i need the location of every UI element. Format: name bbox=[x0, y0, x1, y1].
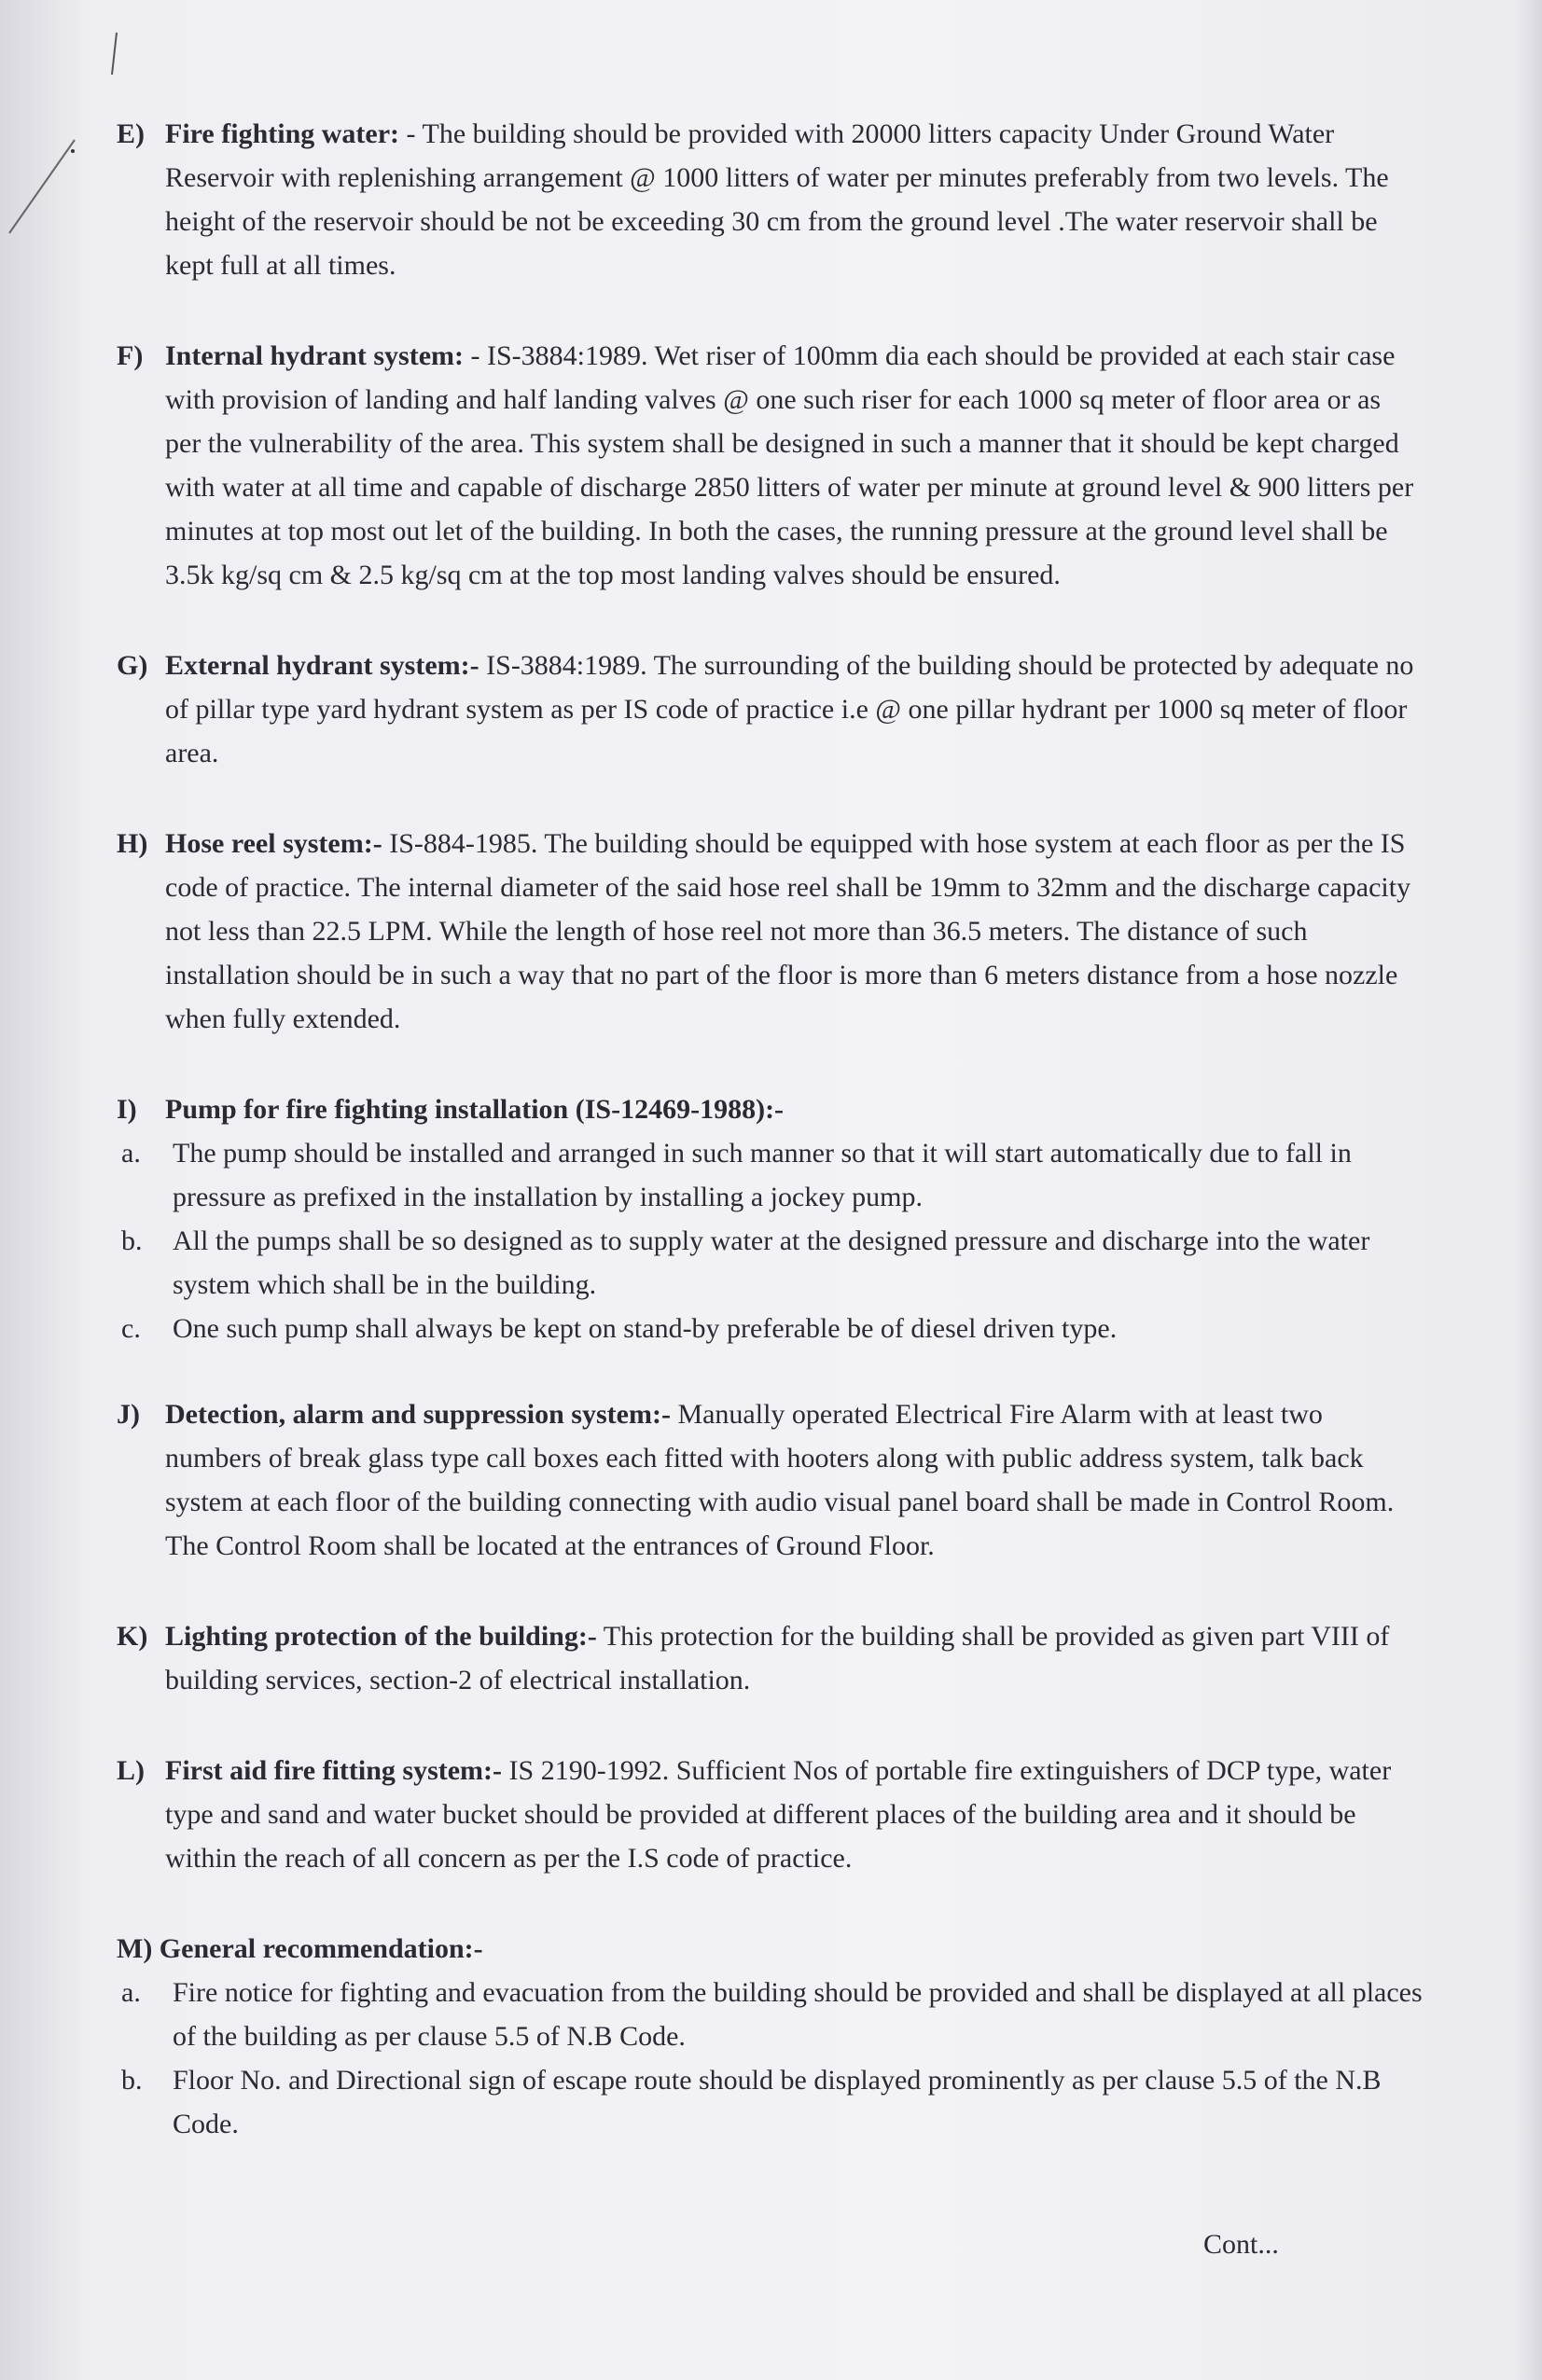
section-k bbox=[117, 1614, 1423, 1702]
list-marker: a. bbox=[121, 1138, 141, 1169]
section-letter: E) bbox=[117, 118, 145, 149]
list-text: The pump should be installed and arranged in such manner so that it will start automatically due to fall in pressure as prefixed in the installation by installing a jockey pump. bbox=[173, 1138, 1352, 1212]
section-letter: J) bbox=[117, 1399, 140, 1430]
section-title: External hydrant system:- bbox=[165, 650, 479, 681]
section-text: IS-884-1985. The building should be equipped with hose system at each floor as per the IS code of practice. The internal diameter of the said hose reel shall be 19mm to 32mm and the discharge capacity not less than 22.5 LPM. While the length of hose reel not more than 36.5 meters. The distance of such installation should be in such a way that no part of the floor is more than 6 meters distance from a hose nozzle when fully extended. bbox=[165, 828, 1411, 1034]
section-h bbox=[117, 822, 1423, 1041]
section-letter: L) bbox=[117, 1755, 145, 1786]
list-text: Fire notice for fighting and evacuation from the building should be provided and shall be displayed at all places of the building as per clause 5.5 of N.B Code. bbox=[173, 1977, 1423, 2052]
page-edge bbox=[1516, 0, 1542, 2380]
section-title: Pump for fire fighting installation (IS-12469-1988):- bbox=[165, 1094, 785, 1125]
list-marker: b. bbox=[121, 1225, 143, 1256]
section-letter: F) bbox=[117, 340, 144, 371]
continued-note: Cont... bbox=[1203, 2229, 1279, 2260]
section-text: IS 2190-1992. Sufficient Nos of portable fire extinguishers of DCP type, water type and sand and water bucket should be provided at different places of the building area and it should be within the reach of all concern as per the I.S code of practice. bbox=[165, 1755, 1392, 1874]
section-text: IS-3884:1989. The surrounding of the building should be protected by adequate no of pillar type yard hydrant system as per IS code of practice i.e @ one pillar hydrant per 1000 sq meter of floor area. bbox=[165, 650, 1414, 768]
section-title: Internal hydrant system: bbox=[165, 340, 464, 371]
section-letter: K) bbox=[117, 1621, 148, 1652]
section-title: Detection, alarm and suppression system:- bbox=[165, 1399, 671, 1430]
list-marker: b. bbox=[121, 2065, 143, 2096]
section-f bbox=[117, 334, 1423, 597]
section-text: - The building should be provided with 20000 litters capacity Under Ground Water Reservoir with replenishing arrangement @ 1000 litters of water per minutes preferably from two levels. The height of the reservoir should be not be exceeding 30 cm from the ground level .The water reservoir shall be kept full at all times. bbox=[165, 118, 1389, 281]
pump-list bbox=[117, 1131, 1423, 1350]
list-text: One such pump shall always be kept on stand-by preferable be of diesel driven type. bbox=[173, 1313, 1118, 1344]
list-item bbox=[117, 1307, 1423, 1350]
section-text: Manually operated Electrical Fire Alarm with at least two numbers of break glass type call boxes each fitted with hooters along with public address system, talk back system at each floor of the building connecting with audio visual panel board shall be made in Control Room. The Control Room shall be located at the entrances of Ground Floor. bbox=[165, 1399, 1395, 1561]
list-marker: a. bbox=[121, 1977, 141, 2008]
section-l bbox=[117, 1749, 1423, 1880]
list-item bbox=[117, 1971, 1423, 2058]
section-title: M) General recommendation:- bbox=[117, 1933, 483, 1964]
general-list bbox=[117, 1971, 1423, 2146]
list-item bbox=[117, 1131, 1423, 1219]
section-letter: I) bbox=[117, 1094, 137, 1125]
section-m bbox=[117, 1927, 1423, 2146]
list-item bbox=[117, 1219, 1423, 1307]
section-title: First aid fire fitting system:- bbox=[165, 1755, 503, 1786]
list-text: Floor No. and Directional sign of escape route should be displayed prominently as per clause 5.5 of the N.B Code. bbox=[173, 2065, 1382, 2139]
section-text: - IS-3884:1989. Wet riser of 100mm dia each should be provided at each stair case with provision of landing and half landing valves @ one such riser for each 1000 sq meter of floor area or as per the vulnerability of the area. This system shall be designed in such a manner that it should be kept charged with water at all time and capable of discharge 2850 litters of water per minute at ground level & 900 litters per minutes at top most out let of the building. In both the cases, the running pressure at the ground level shall be 3.5k kg/sq cm & 2.5 kg/sq cm at the top most landing valves should be ensured. bbox=[165, 340, 1414, 590]
list-text: All the pumps shall be so designed as to supply water at the designed pressure and discharge into the water system which shall be in the building. bbox=[173, 1225, 1370, 1300]
section-letter: G) bbox=[117, 650, 148, 681]
section-g bbox=[117, 643, 1423, 775]
section-e bbox=[117, 112, 1423, 287]
section-title: Lighting protection of the building:- bbox=[165, 1621, 597, 1652]
document-body bbox=[117, 112, 1423, 2146]
list-marker: c. bbox=[121, 1313, 141, 1344]
section-title: Hose reel system:- bbox=[165, 828, 382, 859]
section-text: This protection for the building shall be provided as given part VIII of building services, section-2 of electrical installation. bbox=[165, 1621, 1390, 1695]
list-item bbox=[117, 2058, 1423, 2146]
section-letter: H) bbox=[117, 828, 148, 859]
section-i bbox=[117, 1087, 1423, 1350]
section-j bbox=[117, 1392, 1423, 1568]
section-title: Fire fighting water: bbox=[165, 118, 400, 149]
